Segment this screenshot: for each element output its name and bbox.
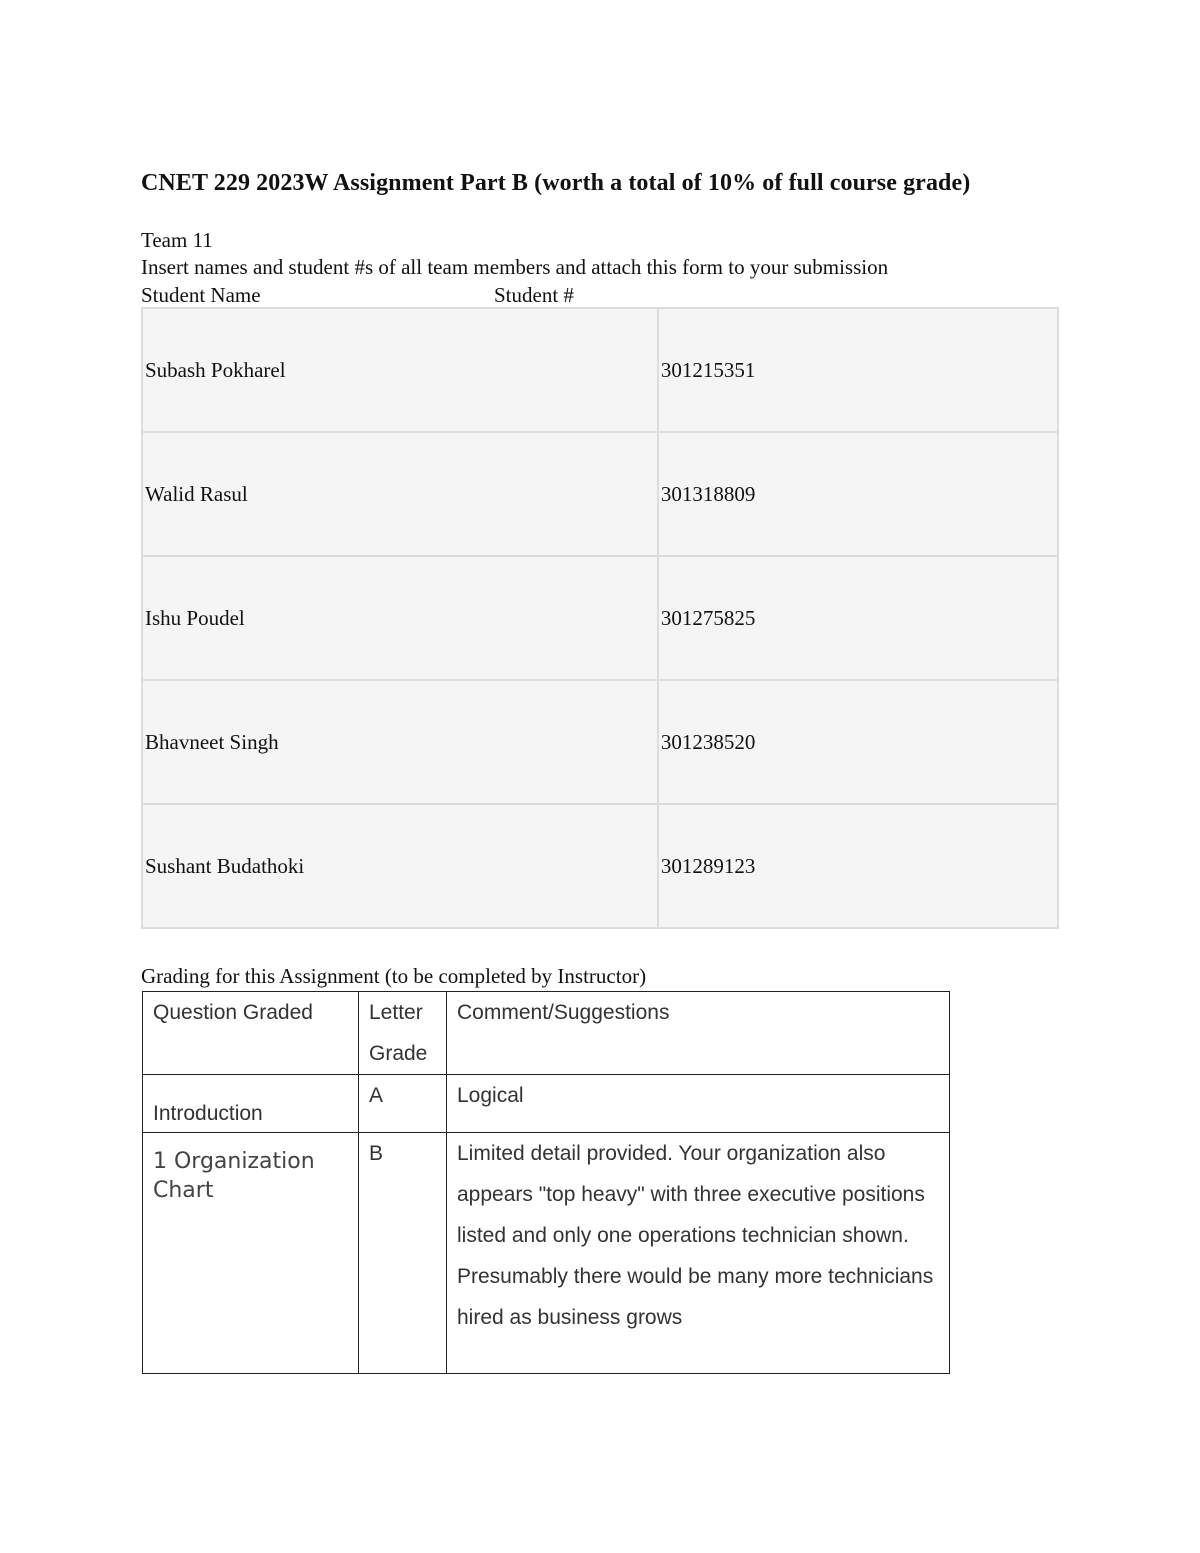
student-name-cell[interactable]: Subash Pokharel bbox=[142, 308, 658, 432]
student-name-cell[interactable]: Bhavneet Singh bbox=[142, 680, 658, 804]
question-cell: Introduction bbox=[143, 1075, 359, 1133]
table-row bbox=[143, 1133, 950, 1374]
grade-cell: B bbox=[359, 1133, 447, 1374]
table-row bbox=[142, 308, 1058, 432]
student-number-cell[interactable]: 301275825 bbox=[658, 556, 1058, 680]
student-number-cell[interactable]: 301238520 bbox=[658, 680, 1058, 804]
question-label: 1 Organization Chart bbox=[153, 1149, 315, 1203]
student-number-cell[interactable]: 301215351 bbox=[658, 308, 1058, 432]
table-row bbox=[142, 680, 1058, 804]
comment-cell: Limited detail provided. Your organization also appears "top heavy" with three executive positions listed and only one operations technician shown. Presumably there would be many more technicians hired as business grows bbox=[447, 1133, 950, 1374]
question-header: Question Graded bbox=[143, 992, 359, 1075]
grading-label: Grading for this Assignment (to be completed by Instructor) bbox=[141, 964, 647, 988]
grade-cell: A bbox=[359, 1075, 447, 1133]
grading-table bbox=[142, 991, 950, 1374]
instructions-text: Insert names and student #s of all team members and attach this form to your submission bbox=[141, 255, 889, 279]
student-name-cell[interactable]: Walid Rasul bbox=[142, 432, 658, 556]
table-row bbox=[143, 1075, 950, 1133]
letter-grade-header: Letter Grade bbox=[359, 992, 447, 1075]
table-row bbox=[142, 556, 1058, 680]
student-table bbox=[141, 307, 1059, 929]
grading-header-row bbox=[143, 992, 950, 1075]
student-table-header bbox=[141, 283, 1041, 308]
comment-cell: Logical bbox=[447, 1075, 950, 1133]
student-name-header: Student Name bbox=[141, 283, 261, 307]
table-row bbox=[142, 804, 1058, 928]
question-cell bbox=[143, 1133, 359, 1374]
student-number-cell[interactable]: 301318809 bbox=[658, 432, 1058, 556]
student-name-cell[interactable]: Ishu Poudel bbox=[142, 556, 658, 680]
student-number-header: Student # bbox=[494, 283, 574, 307]
table-row bbox=[142, 432, 1058, 556]
document-title: CNET 229 2023W Assignment Part B (worth a total of 10% of full course grade) bbox=[141, 170, 971, 196]
student-name-cell[interactable]: Sushant Budathoki bbox=[142, 804, 658, 928]
comment-header: Comment/Suggestions bbox=[447, 992, 950, 1075]
student-number-cell[interactable]: 301289123 bbox=[658, 804, 1058, 928]
team-label: Team 11 bbox=[141, 228, 213, 252]
